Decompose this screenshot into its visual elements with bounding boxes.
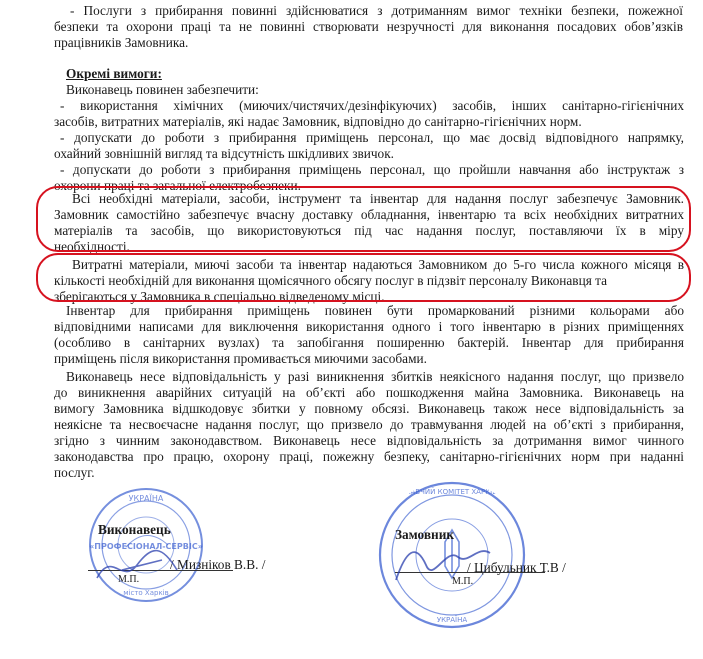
text-line: Замовник самостійно забезпечує вчасну доставку обладнання, інвентарю та всіх необхідних витратних: [54, 207, 684, 222]
text-line: безпеки та охорони праці та не повинні створювати незручності для виконання посадових обов’язків: [54, 19, 683, 34]
svg-text:УКРАЇНА: УКРАЇНА: [128, 494, 164, 503]
contractor-name: / Мизніков В.В. /: [170, 557, 266, 572]
text-line: Витратні матеріали, миючі засоби та інвентар надаються Замовником до 5-го числа кожного місяця в: [72, 257, 684, 272]
text-line: засобів, витратних матеріалів, які надає Замовник, відповідно до санітарно-гігієнічних норм.: [54, 114, 582, 129]
text-line: необхідності.: [54, 239, 130, 254]
text-line: працівників Замовника.: [54, 35, 189, 50]
text-line: до виникнення аварійних ситуацій на об’єкті або пошкодження майна Замовника. Виконавець на: [54, 385, 684, 400]
text-line: вимогу Замовника відшкодовує збитки у повному обсязі. Виконавець також несе відповідальність за: [54, 401, 684, 416]
text-line: законодавства про працю, охорону праці, пожежну безпеку, санітарно-гігієнічних норм при наданні: [54, 449, 684, 464]
contractor-signature: [92, 540, 192, 590]
text-line: - допускати до роботи з прибирання приміщень персонал, що пройшли навчання або інструктаж з: [60, 162, 684, 177]
text-line: охорони праці та загальної електробезпеки.: [54, 178, 301, 193]
text-line: Інвентар для прибирання приміщень повинен бути промаркований різними кольорами або: [66, 303, 684, 318]
customer-signature: [388, 535, 498, 590]
section-heading: Окремі вимоги:: [66, 66, 162, 81]
svg-text:УКРАЇНА: УКРАЇНА: [436, 616, 468, 624]
text-line: - використання хімічних (миючих/чистячих/дезінфікуючих) засобів, інших санітарно-гігієнічних: [60, 98, 684, 113]
highlight-oval: [36, 186, 691, 252]
contractor-mp: М.П.: [118, 574, 140, 585]
text-line: матеріалів та засобів, що використовуються під час надання послуг, поставляючи їх в міру: [54, 223, 684, 238]
text-line: - допускати до роботи з прибирання приміщень персонал, що має досвід відповідного напрямку,: [60, 130, 684, 145]
text-line: згідно з чинним законодавством. Виконавець несе відповідальність за дотримання вимог чинного: [54, 433, 684, 448]
text-line: кількості необхідній для виконання щомісячного обсягу послуг в підзвіт персоналу Виконавця та: [54, 273, 608, 288]
text-line: відповідними написами для виключення використання одного і того інвентарю в різних приміщеннях: [54, 319, 684, 334]
svg-text:місто Харків: місто Харків: [123, 589, 169, 597]
customer-name: / Цибульник Т.В /: [467, 560, 566, 575]
customer-role: Замовник: [395, 527, 455, 542]
svg-text:«ПРОФЕСІОНАЛ-СЕРВІС»: «ПРОФЕСІОНАЛ-СЕРВІС»: [89, 542, 203, 551]
svg-text:ВИКОНАВЧИЙ КОМІТЕТ ХАРКІВСЬКОЇ: ВИКОНАВЧИЙ КОМІТЕТ ХАРКІВСЬКОЇ: [384, 488, 520, 496]
text-line: приміщень після використання промивається миючими засобами.: [54, 351, 427, 366]
highlight-oval: [36, 253, 691, 302]
contractor-role: Виконавець: [98, 522, 171, 537]
text-line: Виконавець повинен забезпечити:: [66, 82, 259, 97]
text-line: зберігаються у Замовника в спеціально відведеному місці.: [54, 289, 385, 304]
text-line: неякісне та несвоєчасне надання послуг, що призвело до травмування людей на об’єкті з прибирання,: [54, 417, 684, 432]
text-line: послуг.: [54, 465, 95, 480]
text-line: Всі необхідні матеріали, засоби, інструмент та інвентар для надання послуг забезпечує Замовник.: [72, 191, 684, 206]
text-line: (особливо в санітарних вузлах) та запобігання поширенню бактерій. Інвентар для прибирання: [54, 335, 684, 350]
text-line: - Послуги з прибирання повинні здійснюватися з дотриманням вимог техніки безпеки, пожежної: [70, 3, 683, 18]
customer-mp: М.П.: [452, 576, 474, 587]
text-line: охайний зовнішній вигляд та відсутність шкідливих звичок.: [54, 146, 394, 161]
text-line: Виконавець несе відповідальність у разі виникнення збитків неякісного надання послуг, що призвело: [66, 369, 684, 384]
